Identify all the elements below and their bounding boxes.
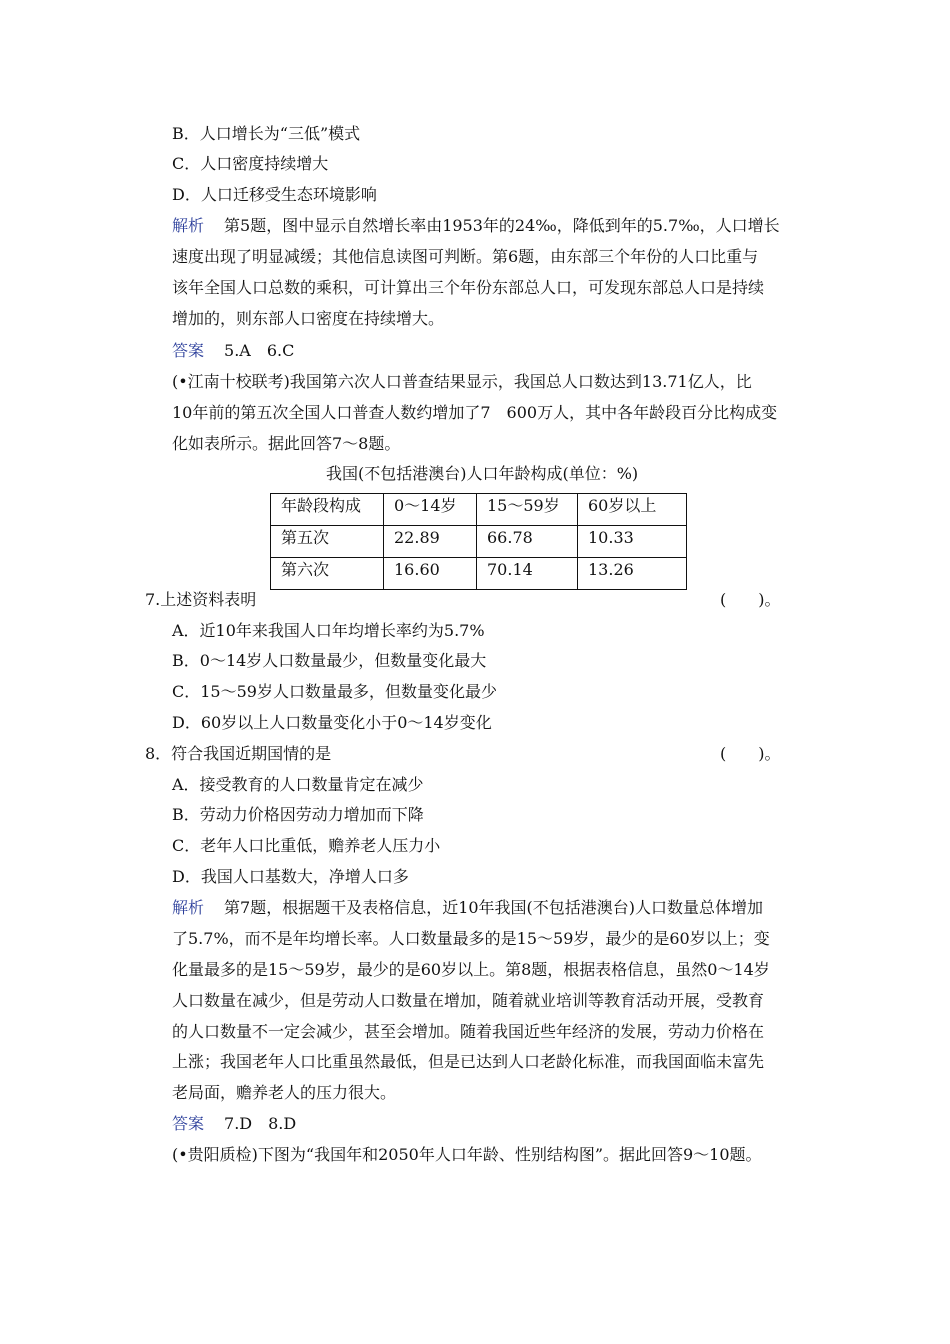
table-row: [271, 558, 687, 590]
analysis-1-line-3: 该年全国人口总数的乘积，可计算出三个年份东部总人口，可发现东部总人口是持续: [172, 278, 765, 297]
analysis-1-line-4: 增加的，则东部人口密度在持续增大。: [172, 309, 445, 328]
analysis-2-line-1: [172, 897, 763, 919]
q6-option-c: C．人口密度持续增大: [172, 154, 329, 173]
analysis-text: 第5题，图中显示自然增长率由1953年的24‰，降低到年的5.7‰，人口增长: [224, 216, 780, 235]
table-header-cell: 15～59岁: [477, 494, 578, 526]
q7-answer-blank: ( )。: [720, 590, 781, 609]
table-header-cell: 60岁以上: [578, 494, 687, 526]
analysis-1-line-2: 速度出现了明显减缓；其他信息读图可判断。第6题，由东部三个年份的人口比重与: [172, 247, 759, 266]
q6-option-b: B．人口增长为“三低”模式: [172, 124, 361, 143]
q6-option-d: D．人口迁移受生态环境影响: [172, 185, 377, 204]
answer-text: 7.D 8.D: [224, 1114, 297, 1133]
answer-1: [172, 340, 294, 362]
analysis-label: 解析: [172, 898, 205, 917]
table-cell: 22.89: [384, 526, 477, 558]
analysis-2-line-6: 上涨；我国老年人口比重虽然最低，但是已达到人口老龄化标准，而我国面临未富先: [172, 1052, 765, 1071]
table-header-row: [271, 494, 687, 526]
analysis-text: 第7题，根据题干及表格信息，近10年我国(不包括港澳台)人口数量总体增加: [224, 898, 764, 917]
answer-text: 5.A 6.C: [224, 341, 295, 360]
table-cell: 10.33: [578, 526, 687, 558]
q8-option-a: A．接受教育的人口数量肯定在减少: [172, 775, 424, 794]
table-cell: 16.60: [384, 558, 477, 590]
table-cell: 66.78: [477, 526, 578, 558]
q8-answer-blank: ( )。: [720, 744, 781, 763]
table-cell: 第六次: [271, 558, 384, 590]
intro-2-line-2: 10年前的第五次全国人口普查人数约增加了7 600万人，其中各年龄段百分比构成变: [172, 403, 778, 422]
q7-option-d: D．60岁以上人口数量变化小于0～14岁变化: [172, 713, 492, 732]
table-caption: 我国(不包括港澳台)人口年龄构成(单位：%): [326, 464, 639, 483]
q7-option-a: A．近10年来我国人口年均增长率约为5.7%: [172, 621, 485, 640]
analysis-1-line-1: [172, 215, 780, 237]
answer-label: 答案: [172, 341, 205, 360]
analysis-2-line-4: 人口数量在减少，但是劳动人口数量在增加，随着就业培训等教育活动开展，受教育: [172, 991, 765, 1010]
q7-option-c: C．15～59岁人口数量最多，但数量变化最少: [172, 682, 497, 701]
answer-label: 答案: [172, 1114, 205, 1133]
q8-option-d: D．我国人口基数大，净增人口多: [172, 867, 409, 886]
table-header-cell: 0～14岁: [384, 494, 477, 526]
q7-option-b: B．0～14岁人口数量最少，但数量变化最大: [172, 651, 487, 670]
answer-2: [172, 1113, 296, 1135]
table-cell: 13.26: [578, 558, 687, 590]
analysis-label: 解析: [172, 216, 205, 235]
q8-option-c: C．老年人口比重低，赡养老人压力小: [172, 836, 441, 855]
analysis-2-line-5: 的人口数量不一定会减少，甚至会增加。随着我国近些年经济的发展，劳动力价格在: [172, 1022, 765, 1041]
q7-stem: 7.上述资料表明: [145, 590, 257, 609]
analysis-2-line-3: 化量最多的是15～59岁，最少的是60岁以上。第8题，根据表格信息，虽然0～14岁: [172, 960, 770, 979]
table-cell: 第五次: [271, 526, 384, 558]
analysis-2-line-7: 老局面，赡养老人的压力很大。: [172, 1083, 397, 1102]
table-header-cell: 年龄段构成: [271, 494, 384, 526]
intro-3: (•贵阳质检)下图为“我国年和2050年人口年龄、性别结构图”。据此回答9～10题。: [172, 1145, 762, 1164]
intro-2-line-3: 化如表所示。据此回答7～8题。: [172, 434, 401, 453]
analysis-2-line-2: 了5.7%，而不是年均增长率。人口数量最多的是15～59岁，最少的是60岁以上；变: [172, 929, 770, 948]
q8-stem: 8．符合我国近期国情的是: [145, 744, 332, 763]
table-cell: 70.14: [477, 558, 578, 590]
age-structure-table: [270, 493, 687, 590]
table-row: [271, 526, 687, 558]
intro-2-line-1: (•江南十校联考)我国第六次人口普查结果显示，我国总人口数达到13.71亿人，比: [172, 372, 752, 391]
q8-option-b: B．劳动力价格因劳动力增加而下降: [172, 805, 424, 824]
